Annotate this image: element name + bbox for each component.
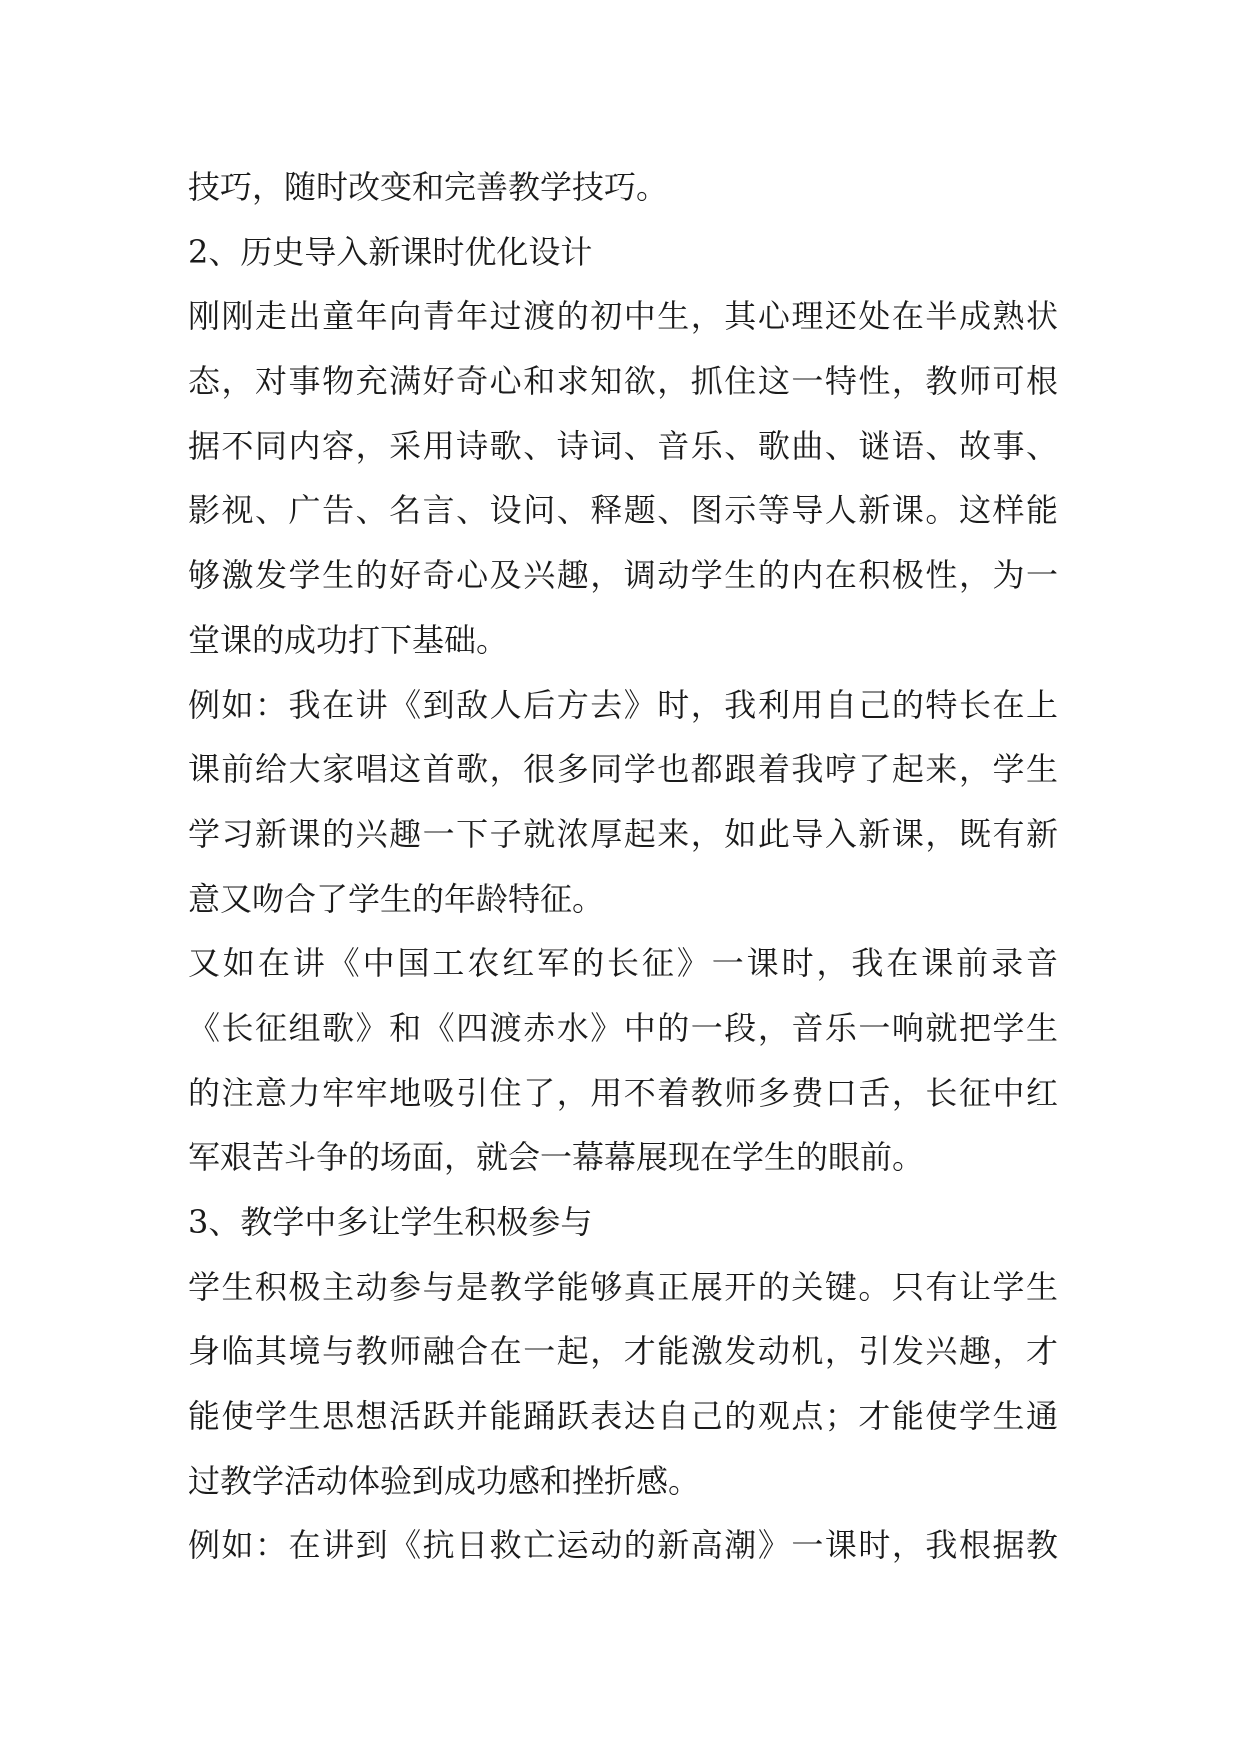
text-line: 《长征组歌》和《四渡赤水》中的一段，音乐一响就把学生 bbox=[188, 1008, 1058, 1047]
text-line: 学生积极主动参与是教学能够真正展开的关键。只有让学生 bbox=[188, 1267, 1058, 1306]
section-heading: 2、历史导入新课时优化设计 bbox=[188, 232, 593, 271]
text-line: 态，对事物充满好奇心和求知欲，抓住这一特性，教师可根 bbox=[188, 362, 1058, 401]
text-line: 又如在讲《中国工农红军的长征》一课时，我在课前录音 bbox=[188, 944, 1058, 983]
text-line: 课前给大家唱这首歌，很多同学也都跟着我哼了起来，学生 bbox=[188, 750, 1058, 789]
text-line: 学习新课的兴趣一下子就浓厚起来，如此导入新课，既有新 bbox=[188, 814, 1058, 853]
body-text bbox=[188, 155, 1058, 1578]
text-line: 刚刚走出童年向青年过渡的初中生，其心理还处在半成熟状 bbox=[188, 297, 1058, 336]
text-line: 例如：在讲到《抗日救亡运动的新高潮》一课时，我根据教 bbox=[188, 1526, 1058, 1565]
text-line: 够激发学生的好奇心及兴趣，调动学生的内在积极性，为一 bbox=[188, 556, 1058, 595]
text-line: 影视、广告、名言、设问、释题、图示等导人新课。这样能 bbox=[188, 491, 1058, 530]
text-line: 军艰苦斗争的场面，就会一幕幕展现在学生的眼前。 bbox=[188, 1138, 925, 1177]
text-line: 意又吻合了学生的年龄特征。 bbox=[188, 879, 605, 918]
section-heading: 3、教学中多让学生积极参与 bbox=[188, 1203, 593, 1241]
text-line: 过教学活动体验到成功感和挫折感。 bbox=[188, 1461, 701, 1500]
text-line: 能使学生思想活跃并能踊跃表达自己的观点；才能使学生通 bbox=[188, 1397, 1058, 1436]
text-line: 据不同内容，采用诗歌、诗词、音乐、歌曲、谜语、故事、 bbox=[188, 426, 1058, 465]
text-line: 的注意力牢牢地吸引住了，用不着教师多费口舌，长征中红 bbox=[188, 1073, 1058, 1112]
text-line: 身临其境与教师融合在一起，才能激发动机，引发兴趣，才 bbox=[188, 1332, 1058, 1371]
text-line: 堂课的成功打下基础。 bbox=[188, 620, 509, 659]
text-line: 技巧，随时改变和完善教学技巧。 bbox=[188, 168, 669, 206]
text-line: 例如：我在讲《到敌人后方去》时，我利用自己的特长在上 bbox=[188, 685, 1058, 724]
